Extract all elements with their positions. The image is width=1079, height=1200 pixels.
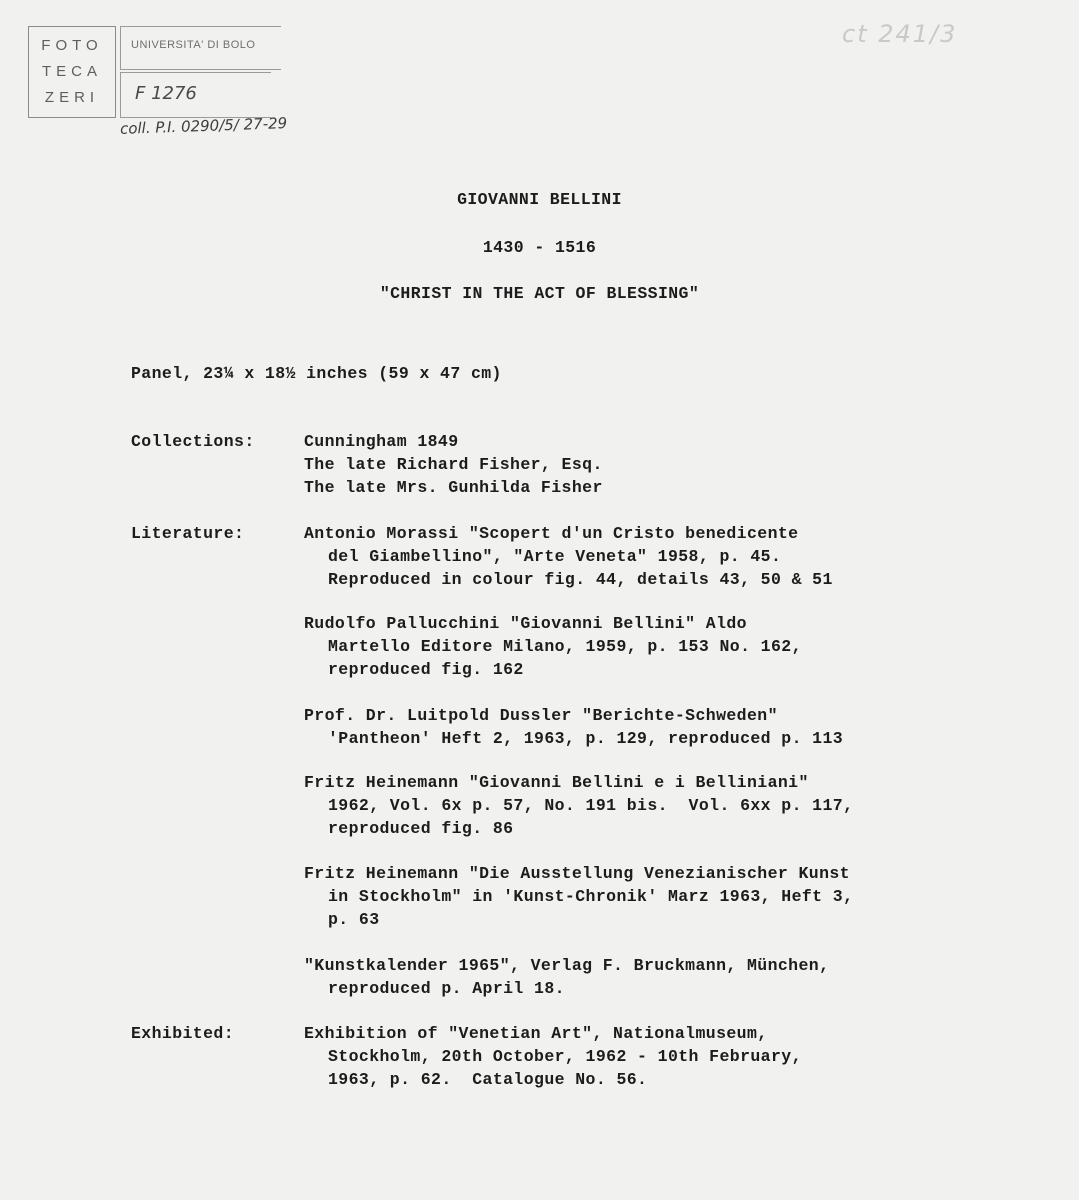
literature-line: 1962, Vol. 6x p. 57, No. 191 bis. Vol. 6xx p. 117, [328, 796, 854, 815]
collection-item: Cunningham 1849 [304, 432, 459, 451]
literature-line: "Kunstkalender 1965", Verlag F. Bruckmann, München, [304, 956, 830, 975]
literature-line: in Stockholm" in 'Kunst-Chronik' Marz 1963, Heft 3, [328, 887, 854, 906]
artist-dates: 1430 - 1516 [482, 238, 597, 257]
artist-name: GIOVANNI BELLINI [457, 190, 622, 209]
literature-line: reproduced fig. 162 [328, 660, 524, 679]
literature-line: reproduced p. April 18. [328, 979, 565, 998]
literature-line: Antonio Morassi "Scopert d'un Cristo benedicente [304, 524, 799, 543]
university-name: UNIVERSITA' DI BOLO [131, 39, 256, 51]
medium-line: Panel, 23¼ x 18½ inches (59 x 47 cm) [131, 364, 502, 383]
literature-line: p. 63 [328, 910, 380, 929]
collections-label: Collections: [131, 432, 255, 451]
literature-line: 'Pantheon' Heft 2, 1963, p. 129, reproduced p. 113 [328, 729, 844, 748]
stamp-logo-line: ZERI [44, 89, 100, 106]
stamp-logo-line: FOTO [41, 37, 103, 54]
fototeca-zeri-stamp [28, 26, 116, 118]
stamp-logo-line: TECA [41, 63, 102, 80]
collection-item: The late Richard Fisher, Esq. [304, 455, 603, 474]
literature-line: Martello Editore Milano, 1959, p. 153 No. 162, [328, 637, 802, 656]
literature-line: del Giambellino", "Arte Veneta" 1958, p. 45. [328, 547, 782, 566]
literature-line: Prof. Dr. Luitpold Dussler "Berichte-Schweden" [304, 706, 778, 725]
exhibited-line: Stockholm, 20th October, 1962 - 10th February, [328, 1047, 802, 1066]
collocation-note: coll. P.I. 0290/5/ 27-29 [119, 114, 288, 138]
exhibited-line: 1963, p. 62. Catalogue No. 56. [328, 1070, 648, 1089]
literature-line: Rudolfo Pallucchini "Giovanni Bellini" Aldo [304, 614, 747, 633]
inventory-stamp [120, 72, 271, 118]
collection-item: The late Mrs. Gunhilda Fisher [304, 478, 603, 497]
exhibited-line: Exhibition of "Venetian Art", Nationalmuseum, [304, 1024, 768, 1043]
literature-line: Reproduced in colour fig. 44, details 43, 50 & 51 [328, 570, 833, 589]
inventory-number: F 1276 [135, 83, 197, 104]
literature-line: Fritz Heinemann "Giovanni Bellini e i Belliniani" [304, 773, 809, 792]
university-stamp [120, 26, 281, 70]
exhibited-label: Exhibited: [131, 1024, 235, 1043]
artwork-title: "CHRIST IN THE ACT OF BLESSING" [379, 284, 700, 303]
literature-line: reproduced fig. 86 [328, 819, 514, 838]
literature-label: Literature: [131, 524, 245, 543]
literature-line: Fritz Heinemann "Die Ausstellung Venezianischer Kunst [304, 864, 850, 883]
corner-pencil-note: ct 241/3 [842, 20, 958, 48]
